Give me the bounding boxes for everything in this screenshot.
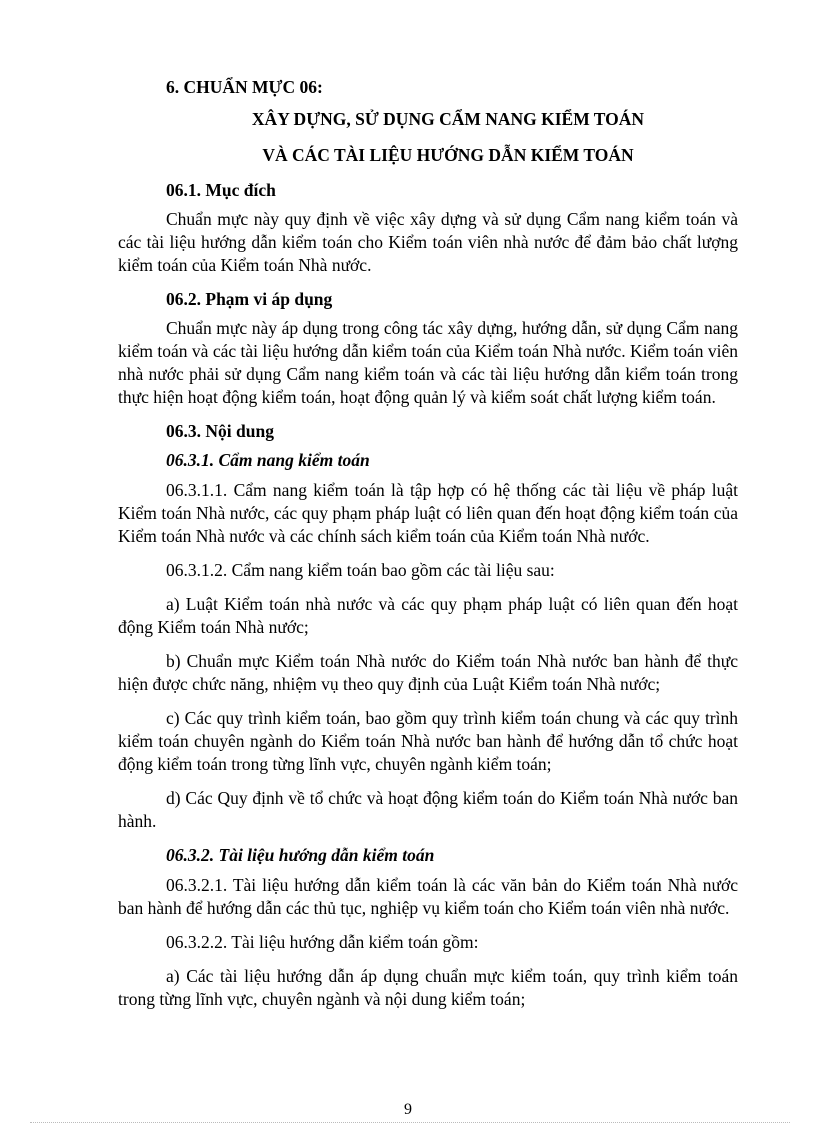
guidance-contents-intro: 06.3.2.2. Tài liệu hướng dẫn kiểm toán gồm: <box>166 932 479 952</box>
page-number: 9 <box>404 1101 412 1118</box>
guidance-definition: 06.3.2.1. Tài liệu hướng dẫn kiểm toán là các văn bản do Kiểm toán Nhà nước ban hành để hướng dẫn các thủ tục, nghiệp vụ kiểm toán cho Kiểm toán viên nhà nước. <box>118 875 738 918</box>
standard-title-line-2: VÀ CÁC TÀI LIỆU HƯỚNG DẪN KIỂM TOÁN <box>262 145 634 165</box>
handbook-contents-intro: 06.3.1.2. Cẩm nang kiểm toán bao gồm các tài liệu sau: <box>166 560 555 580</box>
subsection-handbook-title: 06.3.1. Cẩm nang kiểm toán <box>166 450 370 470</box>
guidance-item-a: a) Các tài liệu hướng dẫn áp dụng chuẩn mực kiểm toán, quy trình kiểm toán trong từng lĩnh vực, chuyên ngành và nội dung kiểm toán; <box>118 966 738 1009</box>
handbook-definition: 06.3.1.1. Cẩm nang kiểm toán là tập hợp có hệ thống các tài liệu về pháp luật Kiểm toán Nhà nước, các quy phạm pháp luật có liên quan đến hoạt động kiểm toán của Kiểm toán Nhà nước và các chính sách kiểm toán của Kiểm toán Nhà nước. <box>118 480 738 546</box>
section-scope-text: Chuẩn mực này áp dụng trong công tác xây dựng, hướng dẫn, sử dụng Cẩm nang kiểm toán và các tài liệu hướng dẫn kiểm toán của Kiểm toán Nhà nước. Kiểm toán viên nhà nước phải sử dụng Cẩm nang kiểm toán và các tài liệu hướng dẫn kiểm toán trong thực hiện hoạt động kiểm toán, hoạt động quản lý và kiểm soát chất lượng kiểm toán. <box>118 318 738 407</box>
section-scope-title: 06.2. Phạm vi áp dụng <box>166 289 333 309</box>
document-page <box>118 74 738 1022</box>
standard-heading: 6. CHUẨN MỰC 06: <box>166 77 323 97</box>
handbook-item-b: b) Chuẩn mực Kiểm toán Nhà nước do Kiểm toán Nhà nước ban hành để thực hiện được chức năng, nhiệm vụ theo quy định của Luật Kiểm toán Nhà nước; <box>118 651 738 694</box>
standard-title-line-1: XÂY DỰNG, SỬ DỤNG CẨM NANG KIỂM TOÁN <box>251 109 645 129</box>
section-purpose-text: Chuẩn mực này quy định về việc xây dựng và sử dụng Cẩm nang kiểm toán và các tài liệu hướng dẫn kiểm toán cho Kiểm toán viên nhà nước để đảm bảo chất lượng kiểm toán của Kiểm toán Nhà nước. <box>118 209 738 275</box>
section-purpose-title: 06.1. Mục đích <box>166 180 276 200</box>
subsection-guidance-title: 06.3.2. Tài liệu hướng dẫn kiểm toán <box>166 845 435 865</box>
section-content-title: 06.3. Nội dung <box>166 421 274 441</box>
handbook-item-d: d) Các Quy định về tổ chức và hoạt động kiểm toán do Kiểm toán Nhà nước ban hành. <box>118 788 738 831</box>
handbook-item-c: c) Các quy trình kiểm toán, bao gồm quy trình kiểm toán chung và các quy trình kiểm toán chuyên ngành do Kiểm toán Nhà nước ban hành để hướng dẫn tổ chức hoạt động kiểm toán trong từng lĩnh vực, chuyên ngành kiểm toán; <box>118 708 738 774</box>
handbook-item-a: a) Luật Kiểm toán nhà nước và các quy phạm pháp luật có liên quan đến hoạt động Kiểm toán Nhà nước; <box>118 594 738 637</box>
